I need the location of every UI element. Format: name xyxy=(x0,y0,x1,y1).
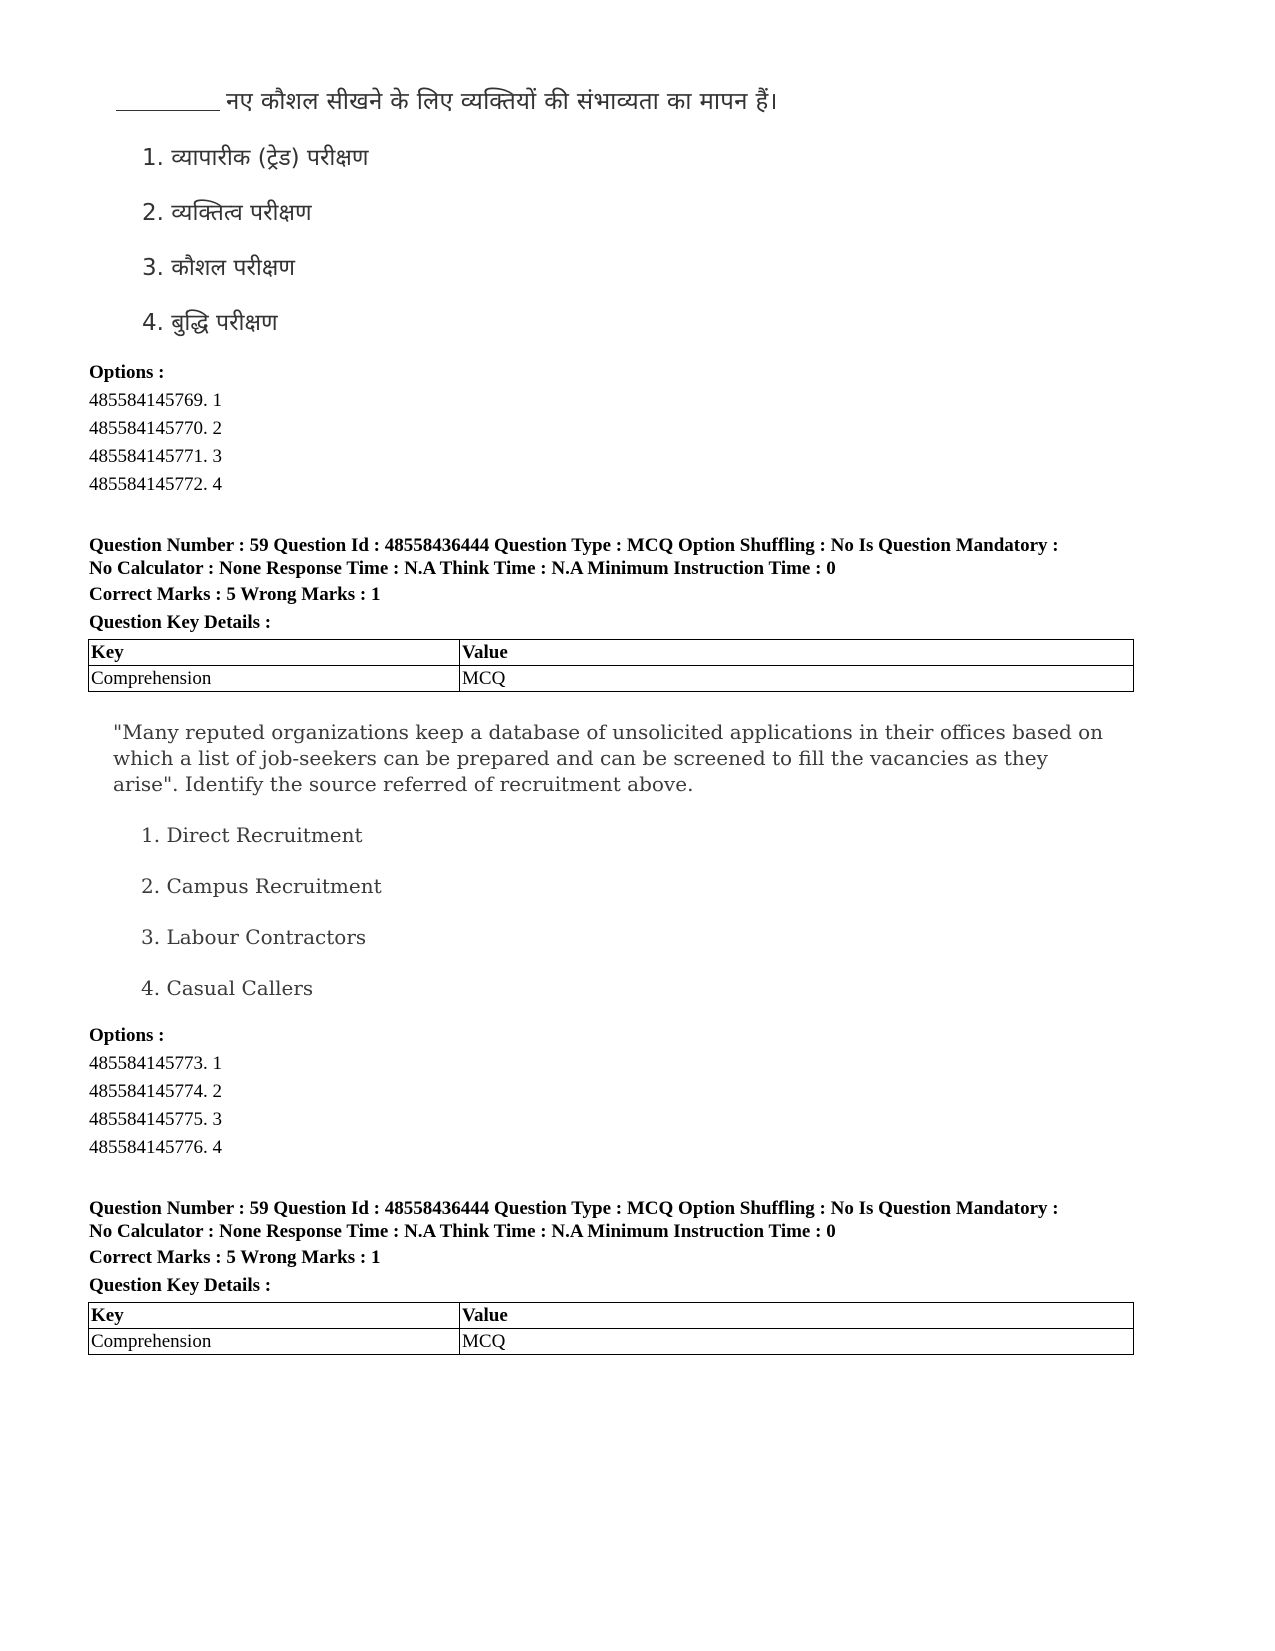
table-header-key: Key xyxy=(89,640,460,666)
question-c-marks: Correct Marks : 5 Wrong Marks : 1 xyxy=(89,1247,381,1268)
question-b-choice-1: 1. Direct Recruitment xyxy=(141,823,363,847)
table-row xyxy=(89,666,1134,692)
question-b-key-details-label: Question Key Details : xyxy=(89,612,272,633)
question-c-key-table-wrap xyxy=(88,1302,1134,1355)
meta-line-1: Question Number : 59 Question Id : 48558436444 Question Type : MCQ Option Shuffling : No Is Question Mandatory : xyxy=(89,1198,1059,1219)
option-item: 485584145770. 2 xyxy=(89,418,222,439)
question-b-marks: Correct Marks : 5 Wrong Marks : 1 xyxy=(89,584,381,605)
question-c-meta xyxy=(89,1197,1149,1243)
table-header-value: Value xyxy=(460,640,1134,666)
option-item: 485584145774. 2 xyxy=(89,1081,222,1102)
table-header-row xyxy=(89,640,1134,666)
question-a-choice-2: 2. व्यक्तित्व परीक्षण xyxy=(142,200,312,226)
fill-blank-line xyxy=(116,110,220,111)
meta-line-2: No Calculator : None Response Time : N.A Think Time : N.A Minimum Instruction Time : 0 xyxy=(89,558,836,579)
question-key-table xyxy=(88,639,1134,692)
question-a-choice-4: 4. बुद्धि परीक्षण xyxy=(142,310,278,336)
question-a-options-list xyxy=(89,387,222,499)
question-a-choice-1: 1. व्यापारीक (ट्रेड) परीक्षण xyxy=(142,145,369,171)
question-b-stem: "Many reputed organizations keep a database of unsolicited applications in their offices based on which a list of job-seekers can be prepared and can be screened to fill the vacancies as they arise". Identify the source referred of recruitment above. xyxy=(113,720,1104,796)
question-b-key-table-wrap xyxy=(88,639,1134,692)
table-cell-key: Comprehension xyxy=(89,1329,460,1355)
table-cell-key: Comprehension xyxy=(89,666,460,692)
question-c-key-details-label: Question Key Details : xyxy=(89,1275,272,1296)
option-item: 485584145771. 3 xyxy=(89,446,222,467)
option-item: 485584145769. 1 xyxy=(89,390,222,411)
table-cell-value: MCQ xyxy=(460,666,1134,692)
question-b-choice-4: 4. Casual Callers xyxy=(141,976,314,1000)
meta-line-1: Question Number : 59 Question Id : 48558436444 Question Type : MCQ Option Shuffling : No Is Question Mandatory : xyxy=(89,535,1059,556)
table-header-row xyxy=(89,1303,1134,1329)
question-b-options-label: Options : xyxy=(89,1025,165,1046)
question-key-table xyxy=(88,1302,1134,1355)
table-row xyxy=(89,1329,1134,1355)
option-item: 485584145775. 3 xyxy=(89,1109,222,1130)
option-item: 485584145772. 4 xyxy=(89,474,222,495)
question-b-meta xyxy=(89,534,1149,580)
question-a-stem xyxy=(116,84,778,117)
table-header-value: Value xyxy=(460,1303,1134,1329)
meta-line-2: No Calculator : None Response Time : N.A Think Time : N.A Minimum Instruction Time : 0 xyxy=(89,1221,836,1242)
question-a-stem-text: नए कौशल सीखने के लिए व्यक्तियों की संभाव्यता का मापन हैं। xyxy=(226,87,778,115)
question-a-options-label: Options : xyxy=(89,362,165,383)
question-b-choice-2: 2. Campus Recruitment xyxy=(141,874,382,898)
question-b-choice-3: 3. Labour Contractors xyxy=(141,925,367,949)
question-b-options-list xyxy=(89,1050,222,1162)
option-item: 485584145776. 4 xyxy=(89,1137,222,1158)
question-a-choice-3: 3. कौशल परीक्षण xyxy=(142,255,295,281)
option-item: 485584145773. 1 xyxy=(89,1053,222,1074)
table-header-key: Key xyxy=(89,1303,460,1329)
table-cell-value: MCQ xyxy=(460,1329,1134,1355)
